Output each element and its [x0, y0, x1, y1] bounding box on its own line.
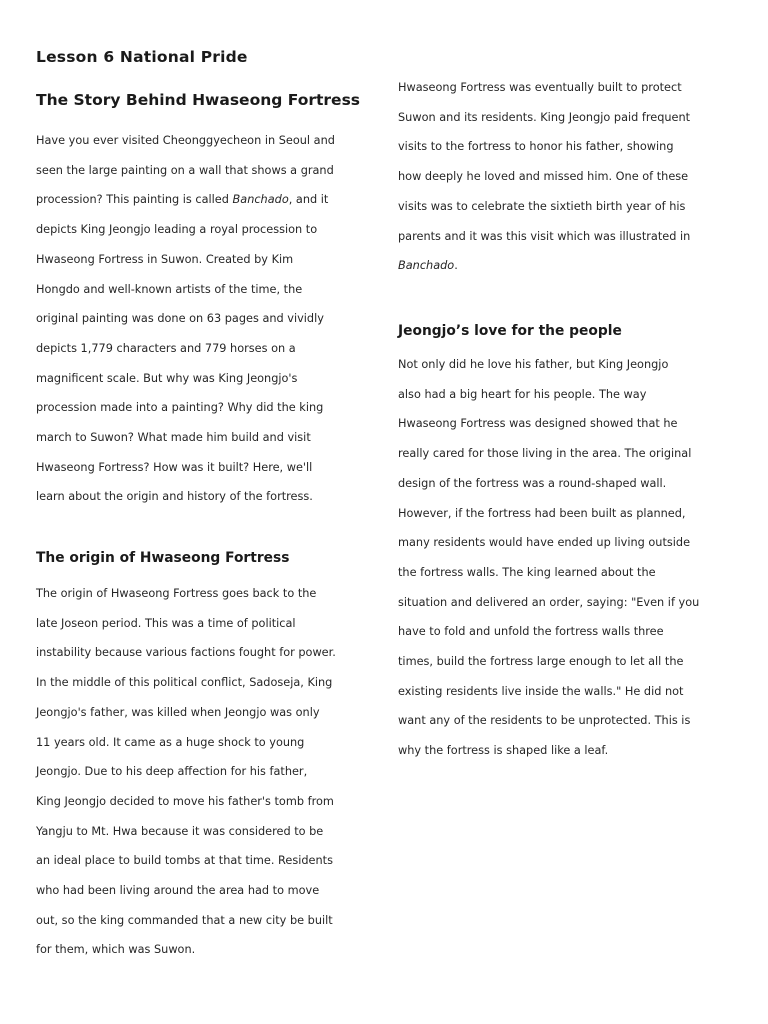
text-line: procession made into a painting? Why did the king	[36, 401, 324, 415]
text-line: learn about the origin and history of the fortress.	[36, 490, 313, 504]
text-line: Hwaseong Fortress? How was it built? Here, we'll	[36, 460, 313, 474]
text-line: the fortress walls. The king learned about the	[398, 565, 656, 579]
text-line: Hwaseong Fortress was eventually built to protect	[398, 81, 682, 94]
text-line: In the middle of this political conflict, Sadoseja, King	[36, 676, 333, 690]
text-line: times, build the fortress large enough to let all the	[398, 655, 684, 669]
text-line: really cared for those living in the area. The original	[398, 447, 692, 461]
text-line: have to fold and unfold the fortress walls three	[398, 625, 664, 639]
text-line: why the fortress is shaped like a leaf.	[398, 744, 609, 758]
text-line: original painting was done on 63 pages and vividly	[36, 312, 324, 326]
text-line: Not only did he love his father, but King Jeongjo	[398, 358, 669, 371]
text-line: visits was to celebrate the sixtieth birth year of his	[398, 199, 686, 213]
text-line: visits to the fortress to honor his father, showing	[398, 140, 674, 154]
love-paragraph	[398, 350, 699, 766]
text-line: existing residents live inside the walls." He did not	[398, 684, 684, 698]
text-line: 11 years old. It came as a huge shock to young	[36, 735, 305, 749]
text-line: seen the large painting on a wall that shows a grand	[36, 163, 334, 177]
text-line: However, if the fortress had been built as planned,	[398, 506, 686, 520]
text-line: instability because various factions fought for power.	[36, 646, 336, 660]
origin-heading: The origin of Hwaseong Fortress	[36, 550, 290, 566]
text-line: design of the fortress was a round-shaped wall.	[398, 476, 667, 490]
text-line: also had a big heart for his people. The way	[398, 387, 647, 401]
story-title: The Story Behind Hwaseong Fortress	[36, 91, 361, 109]
text-line: Suwon and its residents. King Jeongjo paid frequent	[398, 110, 691, 124]
text-line: for them, which was Suwon.	[36, 943, 196, 957]
text-line: Hwaseong Fortress was designed showed that he	[398, 417, 678, 431]
text-line: want any of the residents to be unprotected. This is	[398, 714, 691, 728]
text-line: parents and it was this visit which was illustrated in	[398, 229, 691, 243]
text-line: who had been living around the area had to move	[36, 884, 320, 898]
text-line: Hongdo and well-known artists of the time, the	[36, 282, 303, 296]
italic-title: Banchado	[232, 193, 289, 207]
text-line: situation and delivered an order, saying: "Even if you	[398, 595, 700, 609]
intro-paragraph	[36, 126, 335, 512]
text-line: magnificent scale. But why was King Jeongjo's	[36, 371, 298, 385]
text-line: procession? This painting is called Banchado, and it	[36, 193, 329, 207]
text-line: The origin of Hwaseong Fortress goes back to the	[36, 587, 317, 600]
text-line: Have you ever visited Cheonggyecheon in Seoul and	[36, 134, 335, 147]
text-line: late Joseon period. This was a time of political	[36, 616, 296, 630]
text-line: depicts King Jeongjo leading a royal procession to	[36, 223, 318, 237]
text-line: Jeongjo's father, was killed when Jeongjo was only	[36, 705, 320, 719]
love-heading: Jeongjo’s love for the people	[398, 323, 622, 339]
text-line: Hwaseong Fortress in Suwon. Created by Kim	[36, 252, 294, 266]
text-line: many residents would have ended up living outside	[398, 536, 691, 550]
right-intro-paragraph	[398, 73, 690, 281]
text-line: Banchado.	[398, 259, 458, 273]
text-line: King Jeongjo decided to move his father's tomb from	[36, 794, 334, 808]
text-line: Yangju to Mt. Hwa because it was considered to be	[36, 824, 324, 838]
italic-title: Banchado	[398, 259, 455, 273]
text-line: how deeply he loved and missed him. One of these	[398, 170, 689, 184]
text-line: depicts 1,779 characters and 779 horses on a	[36, 341, 296, 355]
origin-paragraph	[36, 579, 336, 965]
lesson-title: Lesson 6 National Pride	[36, 48, 248, 66]
text-line: an ideal place to build tombs at that time. Residents	[36, 854, 333, 868]
text-line: march to Suwon? What made him build and visit	[36, 431, 311, 445]
text-line: Jeongjo. Due to his deep affection for his father,	[36, 765, 308, 779]
text-line: out, so the king commanded that a new city be built	[36, 913, 333, 927]
